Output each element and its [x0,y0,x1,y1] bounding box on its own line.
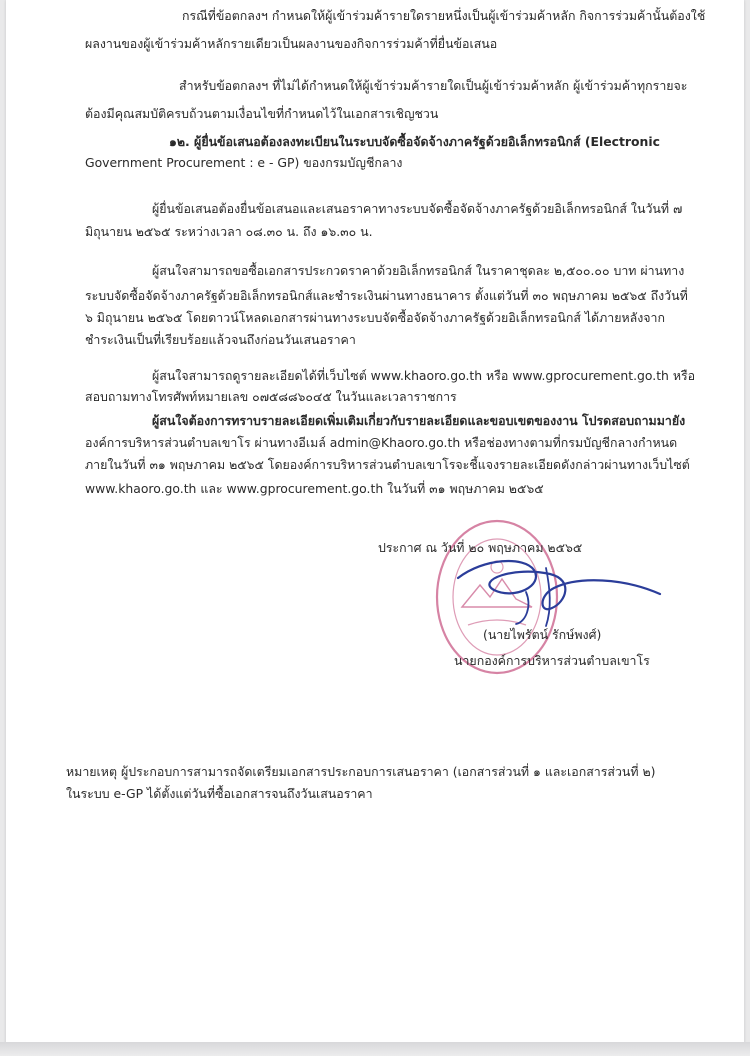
paragraph-line: ผู้สนใจสามารถขอซื้อเอกสารประกวดราคาด้วยอิเล็กทรอนิกส์ ในราคาชุดละ ๒,๕๐๐.๐๐ บาท ผ่านทาง [152,263,685,278]
note-line: ในระบบ e-GP ได้ตั้งแต่วันที่ซื้อเอกสารจนถึงวันเสนอราคา [66,786,373,801]
paragraph-line: ระบบจัดซื้อจัดจ้างภาครัฐด้วยอิเล็กทรอนิกส์และชำระเงินผ่านทางธนาคาร ตั้งแต่วันที่ ๓๐ พฤษภาคม ๒๕๖๕ ถึงวันที่ [85,288,688,303]
paragraph-line: ผู้สนใจสามารถดูรายละเอียดได้ที่เว็บไซต์ www.khaoro.go.th หรือ www.gprocurement.go.th หรือ [152,368,696,383]
paragraph-line: ต้องมีคุณสมบัติครบถ้วนตามเงื่อนไขที่กำหนดไว้ในเอกสารเชิญชวน [85,106,439,121]
paragraph-line: Government Procurement : e - GP) ของกรมบัญชีกลาง [85,155,403,170]
paragraph-line: ผู้สนใจต้องการทราบรายละเอียดเพิ่มเติมเกี่ยวกับรายละเอียดและขอบเขตของงาน โปรดสอบถามมายัง [152,413,686,428]
paragraph-line: ผลงานของผู้เข้าร่วมค้าหลักรายเดียวเป็นผลงานของกิจการร่วมค้าที่ยื่นข้อเสนอ [85,36,498,51]
signer-name: (นายไพรัตน์ รักษ์พงศ์) [483,627,602,642]
paragraph-line: องค์การบริหารส่วนตำบลเขาโร ผ่านทางอีเมล์ admin@Khaoro.go.th หรือช่องทางตามที่กรมบัญชีกลางกำหนด [85,435,678,450]
paragraph-line: มิถุนายน ๒๕๖๕ ระหว่างเวลา ๐๘.๓๐ น. ถึง ๑๖.๓๐ น. [85,224,373,239]
page-shadow [0,1042,750,1056]
paragraph-line: ชำระเงินเป็นที่เรียบร้อยแล้วจนถึงก่อนวันเสนอราคา [85,332,356,347]
paragraph-line: ๖ มิถุนายน ๒๕๖๕ โดยดาวน์โหลดเอกสารผ่านทางระบบจัดซื้อจัดจ้างภาครัฐด้วยอิเล็กทรอนิกส์ ได้ภายหลังจาก [85,310,666,325]
paragraph-line: ผู้ยื่นข้อเสนอต้องยื่นข้อเสนอและเสนอราคาทางระบบจัดซื้อจัดจ้างภาครัฐด้วยอิเล็กทรอนิกส์ ในวันที่ ๗ [152,201,683,216]
paragraph-line: ภายในวันที่ ๓๑ พฤษภาคม ๒๕๖๕ โดยองค์การบริหารส่วนตำบลเขาโรจะชี้แจงรายละเอียดดังกล่าวผ่านทางเว็บไซต์ [85,457,690,472]
document-page [6,0,744,1048]
paragraph-line: สำหรับข้อตกลงฯ ที่ไม่ได้กำหนดให้ผู้เข้าร่วมค้ารายใดเป็นผู้เข้าร่วมค้าหลัก ผู้เข้าร่วมค้าทุกรายจะ [179,78,688,93]
section-12-heading: ๑๒. ผู้ยื่นข้อเสนอต้องลงทะเบียนในระบบจัดซื้อจัดจ้างภาครัฐด้วยอิเล็กทรอนิกส์ (Electronic [169,134,660,149]
paragraph-line: กรณีที่ข้อตกลงฯ กำหนดให้ผู้เข้าร่วมค้ารายใดรายหนึ่งเป็นผู้เข้าร่วมค้าหลัก กิจการร่วมค้านั้นต้องใช้ [182,8,706,23]
signer-title: นายกองค์การบริหารส่วนตำบลเขาโร [454,653,650,668]
note-line: หมายเหตุ ผู้ประกอบการสามารถจัดเตรียมเอกสารประกอบการเสนอราคา (เอกสารส่วนที่ ๑ และเอกสารส่วนที่ ๒) [66,764,656,779]
signature-icon [454,548,664,628]
paragraph-line: www.khaoro.go.th และ www.gprocurement.go.th ในวันที่ ๓๑ พฤษภาคม ๒๕๖๕ [85,481,544,496]
announcement-date: ประกาศ ณ วันที่ ๒๐ พฤษภาคม ๒๕๖๕ [378,540,583,555]
paragraph-line: สอบถามทางโทรศัพท์หมายเลข ๐๗๕๘๘๖๐๔๕ ในวันและเวลาราชการ [85,389,457,404]
